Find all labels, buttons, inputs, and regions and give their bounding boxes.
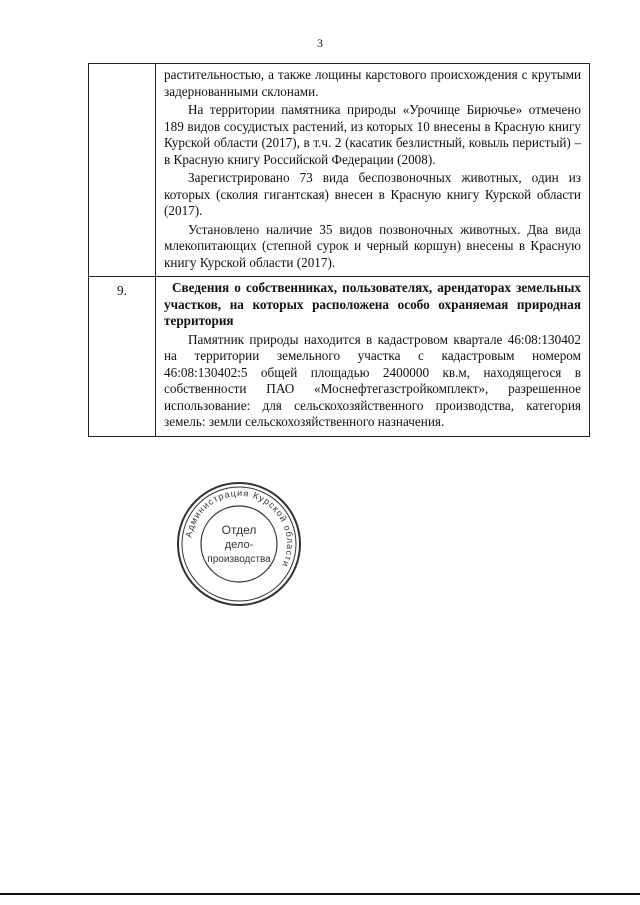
paragraph: На территории памятника природы «Урочище Бирючье» отмечено 189 видов сосудистых растений, из которых 10 внесены в Красную книгу Курской области (2017), в т.ч. 2 (касатик безлистный, ковыль перистый) – в Красную книгу Российской Федерации (2008). [164,102,581,167]
paragraph: Зарегистрировано 73 вида беспозвоночных животных, один из которых (сколия гигантская) внесен в Красную книгу Курской области (2017). [164,170,581,218]
passport-table [88,63,590,437]
stamp-line: производства [207,554,271,565]
paragraph: растительностью, а также лощины карстового происхождения с крутыми задернованными склонами. [164,67,581,99]
paragraph: Установлено наличие 35 видов позвоночных животных. Два вида млекопитающих (степной сурок и черный коршун) внесены в Красную книгу Курской области (2017). [164,221,581,270]
row-content-cell [156,64,590,277]
table-row [89,277,590,437]
table-row [89,64,590,277]
row-number-cell [89,64,156,277]
stamp-line: Отдел [221,523,257,537]
page-number: 3 [317,36,323,50]
office-stamp [175,480,303,608]
row-content-cell [156,277,590,437]
stamp-ring-text: Администрация Курской области [183,487,296,570]
paragraph: Памятник природы находится в кадастровом квартале 46:08:130402 на территории земельного участка с кадастровым номером 46:08:130402:5 общей площадью 2400000 кв.м, находящегося в собственности ПАО «Моснефтегазстройкомплект», разрешенное использование: для сельскохозяйственного производства, категория земель: земли сельскохозяйственного назначения. [164,331,581,429]
section-title: Сведения о собственниках, пользователях, арендаторах земельных участков, на которых расположена особо охраняемая природная территория [164,280,581,328]
bottom-rule [0,893,640,895]
row-number-cell: 9. [89,277,156,437]
stamp-line: дело- [224,539,254,551]
stamp-graphic [175,480,303,608]
